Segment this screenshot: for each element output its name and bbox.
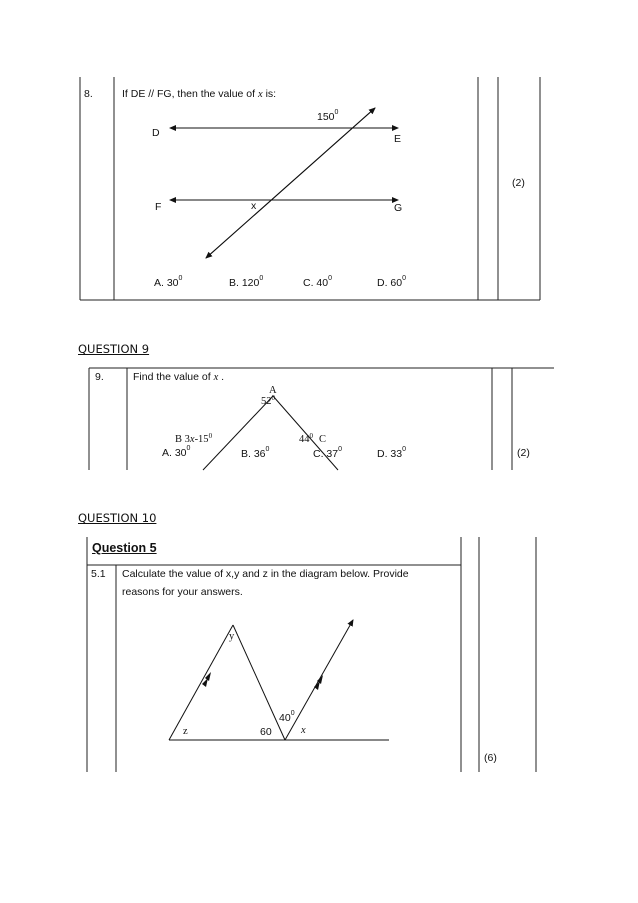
q10-marks: (6) bbox=[484, 752, 497, 764]
q9-marks: (2) bbox=[517, 447, 530, 459]
q8-option-b-text: B. 120 bbox=[229, 277, 260, 289]
q8-label-E: E bbox=[394, 133, 402, 145]
q9-option-b-text: B. 36 bbox=[241, 448, 266, 460]
q10-label-x: x bbox=[301, 725, 306, 736]
q9-option-d bbox=[377, 448, 406, 460]
q9-option-b-degree: 0 bbox=[265, 446, 270, 453]
q9-label-B-post: -15 bbox=[194, 434, 209, 445]
q8-label-x: x bbox=[251, 200, 257, 212]
q8-option-a bbox=[154, 277, 182, 289]
q9-angle-A-value: 52 bbox=[261, 396, 272, 407]
q10-label-z: z bbox=[183, 726, 188, 737]
q9-option-a-degree: 0 bbox=[186, 445, 191, 452]
q8-number: 8. bbox=[84, 88, 93, 100]
q9-label-B bbox=[175, 434, 212, 445]
q10-label-40-degree: 0 bbox=[290, 710, 295, 717]
transversal-lower-arrow bbox=[206, 108, 375, 258]
q9-option-b bbox=[241, 448, 269, 460]
question-9-heading: QUESTION 9 bbox=[78, 342, 150, 356]
q9-prompt-pre: Find the value of bbox=[133, 371, 214, 383]
q8-label-F: F bbox=[155, 201, 162, 213]
q8-prompt bbox=[122, 88, 276, 100]
right-side bbox=[233, 625, 285, 740]
q8-label-G: G bbox=[394, 202, 403, 214]
q9-label-C bbox=[299, 434, 326, 445]
q8-option-d-text: D. 60 bbox=[377, 277, 403, 289]
q8-prompt-post: is: bbox=[262, 88, 277, 100]
q8-marks: (2) bbox=[512, 177, 525, 189]
q9-label-A: A bbox=[269, 385, 277, 396]
q8-label-D: D bbox=[152, 127, 160, 139]
q8-option-c bbox=[303, 277, 332, 289]
q9-number: 9. bbox=[95, 371, 104, 383]
q9-label-B-degree: 0 bbox=[208, 432, 213, 440]
q9-label-B-text: B 3 bbox=[175, 434, 190, 445]
q9-label-B-var: x bbox=[189, 434, 195, 445]
q8-prompt-pre: If DE // FG, then the value of bbox=[122, 88, 258, 100]
q10-instruction-line-1: Calculate the value of x,y and z in the diagram below. Provide bbox=[122, 568, 409, 580]
q9-var: x bbox=[213, 372, 219, 383]
q10-label-60: 60 bbox=[260, 726, 272, 738]
q10-instruction-line-2: reasons for your answers. bbox=[122, 586, 243, 598]
q9-option-c-text: C. 37 bbox=[313, 448, 339, 460]
question-10-heading: QUESTION 10 bbox=[78, 511, 157, 525]
q9-option-a bbox=[162, 447, 190, 459]
q10-box-title: Question 5 bbox=[92, 541, 157, 555]
q9-prompt bbox=[133, 371, 224, 383]
q10-label-40-value: 40 bbox=[279, 712, 291, 724]
parallel-marks bbox=[202, 672, 323, 690]
q8-table-borders bbox=[80, 77, 540, 300]
q9-angle-A-degree: 0 bbox=[271, 394, 275, 402]
q8-parallel-lines-diagram bbox=[170, 108, 398, 258]
q8-var: x bbox=[257, 89, 263, 100]
q8-option-b-degree: 0 bbox=[259, 275, 264, 282]
q8-option-d bbox=[377, 277, 406, 289]
q8-option-a-degree: 0 bbox=[178, 275, 183, 282]
q8-option-b bbox=[229, 277, 263, 289]
q10-label-y: y bbox=[229, 631, 235, 642]
q9-angle-C-degree: 0 bbox=[309, 432, 313, 440]
q9-angle-A bbox=[261, 396, 275, 407]
q8-option-a-text: A. 30 bbox=[154, 277, 179, 289]
q9-option-d-degree: 0 bbox=[402, 446, 407, 453]
q9-option-a-text: A. 30 bbox=[162, 447, 187, 459]
q9-prompt-post: . bbox=[218, 371, 225, 383]
left-side bbox=[169, 625, 233, 740]
q10-label-40 bbox=[279, 712, 295, 724]
q8-option-c-degree: 0 bbox=[328, 275, 333, 282]
q9-label-C-text: C bbox=[319, 434, 327, 445]
q8-option-d-degree: 0 bbox=[402, 275, 407, 282]
q8-angle-150-degree: 0 bbox=[334, 109, 339, 116]
q8-option-c-text: C. 40 bbox=[303, 277, 329, 289]
q9-option-c bbox=[313, 448, 342, 460]
q8-angle-150-value: 150 bbox=[317, 111, 335, 123]
q10-number: 5.1 bbox=[91, 568, 106, 580]
q8-angle-150 bbox=[317, 111, 338, 123]
q9-option-d-text: D. 33 bbox=[377, 448, 403, 460]
q9-angle-C-value: 44 bbox=[299, 434, 310, 445]
q9-option-c-degree: 0 bbox=[338, 446, 343, 453]
